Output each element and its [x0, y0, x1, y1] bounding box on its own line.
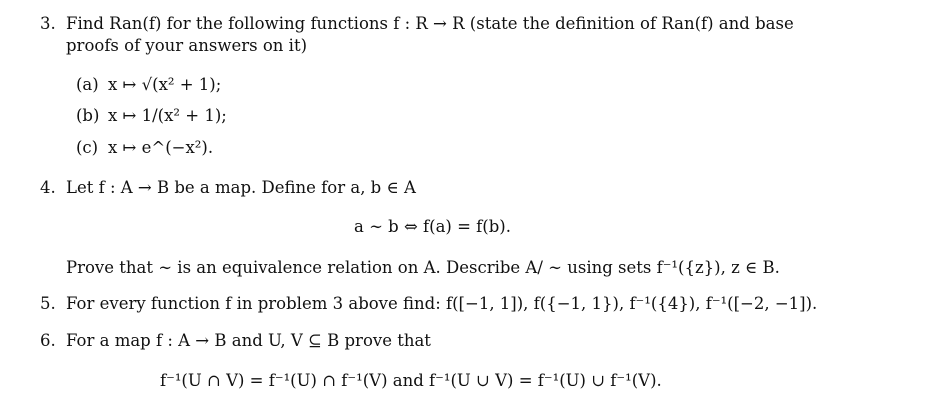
problem-6-line	[40, 331, 431, 351]
problem-4-display-equation: a ∼ b ⇔ f(a) = f(b).	[354, 217, 511, 236]
problem-5-number: 5.	[40, 294, 56, 313]
problem-3-item-b	[76, 106, 227, 126]
problem-3-text-line1: Find Ran(f) for the following functions f : R → R (state the definition of Ran(f) and base	[66, 14, 794, 33]
problem-4-after-text: Prove that ∼ is an equivalence relation on A. Describe A/ ∼ using sets f⁻¹({z}), z ∈ B.	[66, 258, 780, 277]
problem-3-number: 3.	[40, 14, 56, 33]
problem-3-text-line2: proofs of your answers on it)	[66, 36, 308, 55]
item-label: (a)	[76, 75, 99, 94]
problem-3-item-c	[76, 138, 213, 158]
item-label: (c)	[76, 138, 99, 157]
item-expr: x ↦ √(x² + 1);	[108, 75, 222, 94]
item-expr: x ↦ 1/(x² + 1);	[108, 106, 227, 125]
problem-6-text: For a map f : A → B and U, V ⊆ B prove that	[66, 331, 431, 350]
item-label: (b)	[76, 106, 100, 125]
problem-5-line	[40, 294, 817, 314]
problem-4-text: Let f : A → B be a map. Define for a, b ∈ A	[66, 178, 416, 197]
problem-5-text: For every function f in problem 3 above find: f([−1, 1]), f({−1, 1}), f⁻¹({4}), f⁻¹([−2, −1]).	[66, 294, 818, 313]
problem-3-item-a	[76, 75, 221, 95]
problem-3-line-1	[40, 14, 794, 34]
problem-6-display-equation: f⁻¹(U ∩ V) = f⁻¹(U) ∩ f⁻¹(V) and f⁻¹(U ∪ V) = f⁻¹(U) ∪ f⁻¹(V).	[160, 371, 662, 390]
problem-4-line	[40, 178, 416, 198]
problem-4-number: 4.	[40, 178, 56, 197]
problem-6-number: 6.	[40, 331, 56, 350]
item-expr: x ↦ e^(−x²).	[108, 138, 214, 157]
